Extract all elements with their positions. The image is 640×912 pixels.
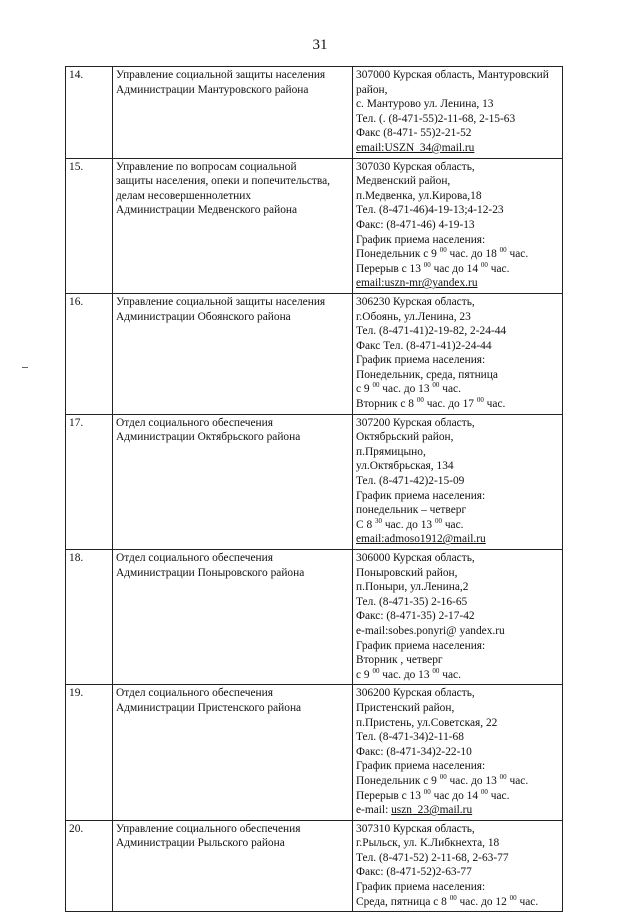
contact-line xyxy=(356,262,559,277)
contact-line xyxy=(356,822,559,837)
contact-text: п.Медвенка, ул.Кирова,18 xyxy=(356,189,482,202)
contact-text: п.Прямицыно, xyxy=(356,445,426,458)
contact-line xyxy=(356,803,559,818)
contact-text: График приема населения: xyxy=(356,760,486,773)
table-body xyxy=(66,67,563,912)
row-number: 18. xyxy=(66,550,113,685)
contact-text: График приема населения: xyxy=(356,233,486,246)
time-minutes-superscript: 00 xyxy=(480,788,488,796)
contact-text: Пристенский район, xyxy=(356,701,455,714)
contact-text: г.Рыльск, ул. К.Либкнехта, 18 xyxy=(356,837,500,850)
organization-name-line: Администрации Октябрьского района xyxy=(116,431,301,444)
contact-line xyxy=(356,474,559,489)
contact-line xyxy=(356,653,559,668)
contact-line xyxy=(356,233,559,248)
contact-line xyxy=(356,83,559,98)
table-row xyxy=(66,820,563,912)
contact-line xyxy=(356,686,559,701)
contact-line xyxy=(356,247,559,262)
organization-name-line: защиты населения, опеки и попечительства, xyxy=(116,175,330,188)
organization-name-line: Управление социальной защиты населения xyxy=(116,69,326,81)
contact-line xyxy=(356,532,559,547)
contact-line xyxy=(356,160,559,175)
email-link[interactable]: email:admoso1912@mail.ru xyxy=(356,533,486,546)
contact-line xyxy=(356,353,559,368)
organization-name-line: Отдел социального обеспечения xyxy=(116,687,273,700)
contact-text: 306000 Курская область, xyxy=(356,552,475,564)
contact-line xyxy=(356,141,559,156)
contact-line xyxy=(356,189,559,204)
organization-name-line: Администрации Рыльского района xyxy=(116,837,285,850)
contact-text: час. до 13 xyxy=(446,774,500,787)
contact-text: Вторник с 8 xyxy=(356,398,417,411)
contact-text: Понедельник с 9 xyxy=(356,774,440,787)
contact-details xyxy=(353,158,563,293)
organization-name xyxy=(113,414,353,549)
contact-line xyxy=(356,595,559,610)
contact-text: 307000 Курская область, Мантуровский xyxy=(356,69,549,81)
contact-text: Среда, пятница с 8 xyxy=(356,895,450,908)
contact-text: Тел. (8-471-52) 2-11-68, 2-63-77 xyxy=(356,851,509,864)
contact-line xyxy=(356,518,559,533)
contact-text: п.Поныри, ул.Ленина,2 xyxy=(356,581,469,594)
contact-line xyxy=(356,310,559,325)
contact-line xyxy=(356,368,559,383)
table-row xyxy=(66,158,563,293)
contact-text: час. xyxy=(516,895,539,908)
contact-line xyxy=(356,112,559,127)
contact-line xyxy=(356,880,559,895)
table-row xyxy=(66,685,563,820)
contact-line xyxy=(356,126,559,141)
time-minutes-superscript: 00 xyxy=(499,773,507,781)
contact-text: Факс: (8-471-46) 4-19-13 xyxy=(356,218,475,231)
row-number: 14. xyxy=(66,67,113,159)
time-minutes-superscript: 00 xyxy=(432,382,440,390)
contact-line xyxy=(356,759,559,774)
time-minutes-superscript: 00 xyxy=(509,894,517,902)
contact-text: п.Пристень, ул.Советская, 22 xyxy=(356,716,498,729)
contact-text: час. до 13 xyxy=(379,668,433,681)
contact-text: час. до 13 xyxy=(379,383,433,396)
contact-line xyxy=(356,551,559,566)
contact-text: с 9 xyxy=(356,383,373,396)
time-minutes-superscript: 00 xyxy=(416,397,424,405)
contact-text: г.Обоянь, ул.Ленина, 23 xyxy=(356,310,471,323)
email-link[interactable]: email:uszn-mr@yandex.ru xyxy=(356,277,478,290)
contact-text: час. xyxy=(506,774,529,787)
contact-line xyxy=(356,445,559,460)
contact-line xyxy=(356,97,559,112)
contact-line xyxy=(356,430,559,445)
contact-line xyxy=(356,324,559,339)
table-row xyxy=(66,67,563,159)
row-number: 17. xyxy=(66,414,113,549)
contact-line xyxy=(356,639,559,654)
social-services-table xyxy=(65,66,563,912)
contact-line xyxy=(356,895,559,910)
contact-text: час. xyxy=(439,668,461,681)
contact-text: 306230 Курская область, xyxy=(356,295,475,308)
contact-details xyxy=(353,293,563,414)
time-minutes-superscript: 00 xyxy=(423,261,431,269)
organization-name xyxy=(113,820,353,912)
contact-text: График приема населения: xyxy=(356,639,486,652)
contact-text: Факс Тел. (8-471-41)2-24-44 xyxy=(356,339,492,352)
organization-name xyxy=(113,685,353,820)
contact-text: Факс: (8-471-35) 2-17-42 xyxy=(356,610,475,623)
organization-name-line: Администрации Мантуровского района xyxy=(116,83,309,96)
time-minutes-superscript: 00 xyxy=(423,788,431,796)
contact-details xyxy=(353,685,563,820)
organization-name-line: Управление социального обеспечения xyxy=(116,822,301,835)
email-link[interactable]: uszn_23@mail.ru xyxy=(391,804,473,817)
organization-name xyxy=(113,293,353,414)
organization-name-line: Администрации Пристенского района xyxy=(116,701,302,714)
contact-line xyxy=(356,580,559,595)
organization-name-line: Управление социальной защиты населения xyxy=(116,295,326,308)
contact-text: e-mail: xyxy=(356,804,392,817)
contact-line xyxy=(356,174,559,189)
organization-name-line: Администрации Поныровского района xyxy=(116,566,305,579)
contact-text: Тел. (8-471-42)2-15-09 xyxy=(356,475,465,488)
contact-text: Тел. (8-471-46)4-19-13;4-12-23 xyxy=(356,204,504,217)
contact-line xyxy=(356,624,559,639)
contact-text: Факс: (8-471-34)2-22-10 xyxy=(356,745,472,758)
organization-name-line: Администрации Медвенского района xyxy=(116,204,298,217)
contact-text: Факс (8-471- 55)2-21-52 xyxy=(356,127,472,140)
organization-name xyxy=(113,550,353,685)
margin-mark xyxy=(22,367,28,368)
time-minutes-superscript: 00 xyxy=(480,261,488,269)
contact-text: e-mail:sobes.ponyri@ yandex.ru xyxy=(356,624,505,637)
time-minutes-superscript: 00 xyxy=(449,894,457,902)
time-minutes-superscript: 00 xyxy=(372,667,380,675)
time-minutes-superscript: 00 xyxy=(439,247,447,255)
contact-line xyxy=(356,503,559,518)
table-row xyxy=(66,293,563,414)
contact-text: Октябрьский район, xyxy=(356,431,454,444)
organization-name-line: Администрации Обоянского района xyxy=(116,310,291,323)
contact-line xyxy=(356,203,559,218)
contact-line xyxy=(356,382,559,397)
contact-text: Поныровский район, xyxy=(356,566,458,579)
contact-text: Тел. (. (8-471-55)2-11-68, 2-15-63 xyxy=(356,112,516,125)
page-number: 31 xyxy=(312,37,328,53)
contact-details xyxy=(353,67,563,159)
contact-text: График приема населения: xyxy=(356,881,486,894)
time-minutes-superscript: 00 xyxy=(434,517,442,525)
contact-text: Факс: (8-471-52)2-63-77 xyxy=(356,866,472,879)
contact-text: час. до 17 xyxy=(423,398,477,411)
organization-name-line: Отдел социального обеспечения xyxy=(116,552,273,564)
contact-line xyxy=(356,865,559,880)
contact-line xyxy=(356,730,559,745)
contact-text: район, xyxy=(356,83,388,96)
contact-text: час. до 12 xyxy=(456,895,510,908)
contact-text: час. xyxy=(483,398,506,411)
contact-line xyxy=(356,295,559,310)
contact-text: Вторник , четверг xyxy=(356,654,443,667)
contact-line xyxy=(356,609,559,624)
contact-text: час. xyxy=(439,383,461,396)
contact-line xyxy=(356,836,559,851)
contact-text: час. xyxy=(487,789,510,802)
time-minutes-superscript: 00 xyxy=(439,773,447,781)
contact-text: ул.Октябрьская, 134 xyxy=(356,460,454,473)
contact-text: Понедельник с 9 xyxy=(356,248,440,261)
contact-line xyxy=(356,416,559,431)
contact-text: Тел. (8-471-35) 2-16-65 xyxy=(356,595,468,608)
contact-line xyxy=(356,397,559,412)
contact-line xyxy=(356,701,559,716)
contact-text: График приема населения: xyxy=(356,354,486,367)
contact-text: График приема населения: xyxy=(356,489,486,502)
contact-text: Перерыв с 13 xyxy=(356,789,424,802)
organization-name xyxy=(113,67,353,159)
row-number: 19. xyxy=(66,685,113,820)
contact-line xyxy=(356,459,559,474)
time-minutes-superscript: 00 xyxy=(432,667,440,675)
contact-line xyxy=(356,789,559,804)
contact-details xyxy=(353,414,563,549)
contact-line xyxy=(356,276,559,291)
contact-text: Тел. (8-471-34)2-11-68 xyxy=(356,731,464,744)
time-minutes-superscript: 30 xyxy=(375,517,382,525)
contact-line xyxy=(356,68,559,83)
contact-details xyxy=(353,550,563,685)
contact-text: Перерыв с 13 xyxy=(356,262,424,275)
contact-text: Медвенский район, xyxy=(356,175,451,188)
contact-line xyxy=(356,668,559,683)
contact-line xyxy=(356,339,559,354)
contact-line xyxy=(356,218,559,233)
table-row xyxy=(66,550,563,685)
contact-line xyxy=(356,489,559,504)
row-number: 15. xyxy=(66,158,113,293)
contact-text: 307200 Курская область, xyxy=(356,416,475,429)
organization-name xyxy=(113,158,353,293)
contact-text: С 8 xyxy=(356,518,375,531)
contact-text: понедельник – четверг xyxy=(356,504,467,517)
organization-name-line: Отдел социального обеспечения xyxy=(116,416,273,429)
time-minutes-superscript: 00 xyxy=(372,382,380,390)
contact-line xyxy=(356,745,559,760)
organization-name-line: Управление по вопросам социальной xyxy=(116,160,297,173)
contact-details xyxy=(353,820,563,912)
time-minutes-superscript: 00 xyxy=(476,397,484,405)
contact-text: Понедельник, среда, пятница xyxy=(356,368,498,381)
contact-line xyxy=(356,716,559,731)
organization-name-line: делам несовершеннолетних xyxy=(116,189,252,202)
contact-text: час. xyxy=(487,262,510,275)
contact-text: 306200 Курская область, xyxy=(356,687,475,700)
time-minutes-superscript: 00 xyxy=(499,247,507,255)
contact-text: с 9 xyxy=(356,668,373,681)
contact-text: 307310 Курская область, xyxy=(356,822,475,835)
contact-text: час. xyxy=(506,248,529,261)
contact-text: 307030 Курская область, xyxy=(356,160,475,173)
email-link[interactable]: email:USZN_34@mail.ru xyxy=(356,141,475,154)
contact-text: час. xyxy=(441,518,464,531)
contact-text: час. до 13 xyxy=(382,518,435,531)
table-row xyxy=(66,414,563,549)
contact-text: Тел. (8-471-41)2-19-82, 2-24-44 xyxy=(356,325,507,338)
contact-text: час до 14 xyxy=(430,262,481,275)
contact-line xyxy=(356,566,559,581)
contact-text: с. Мантурово ул. Ленина, 13 xyxy=(356,98,494,111)
contact-line xyxy=(356,774,559,789)
contact-text: час. до 18 xyxy=(446,248,500,261)
row-number: 16. xyxy=(66,293,113,414)
row-number: 20. xyxy=(66,820,113,912)
contact-line xyxy=(356,851,559,866)
contact-text: час до 14 xyxy=(430,789,481,802)
